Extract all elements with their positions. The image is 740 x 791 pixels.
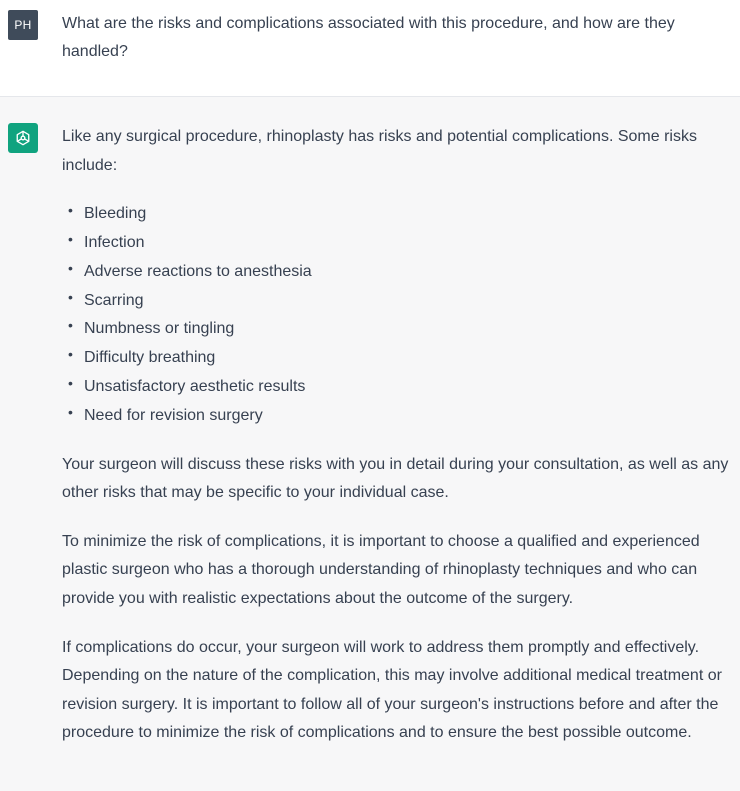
user-message-text: What are the risks and complications associated with this procedure, and how are they handled? xyxy=(62,15,675,60)
assistant-paragraph: If complications do occur, your surgeon will work to address them promptly and effectively. Depending on the nature of the complication, this may involve additional medical treatment or revision surgery. It is important to follow all of your surgeon's instructions before and after the procedure to minimize the risk of complications and to ensure the best possible outcome. xyxy=(62,638,722,742)
bullet-icon: • xyxy=(68,202,73,219)
list-item: • Infection xyxy=(62,229,730,258)
list-item: • Unsatisfactory aesthetic results xyxy=(62,373,730,402)
list-item: • Numbness or tingling xyxy=(62,315,730,344)
list-item: • Adverse reactions to anesthesia xyxy=(62,258,730,287)
list-item: • Bleeding xyxy=(62,200,730,229)
list-item: • Scarring xyxy=(62,287,730,316)
assistant-message-content xyxy=(62,123,730,748)
openai-logo-icon xyxy=(8,123,38,153)
assistant-message xyxy=(0,97,740,791)
user-message xyxy=(0,0,740,97)
bullet-icon: • xyxy=(68,230,73,247)
bullet-icon: • xyxy=(68,288,73,305)
bullet-icon: • xyxy=(68,317,73,334)
bullet-icon: • xyxy=(68,346,73,363)
bullet-icon: • xyxy=(68,259,73,276)
risk-list xyxy=(62,200,730,430)
assistant-intro: Like any surgical procedure, rhinoplasty has risks and potential complications. Some risks include: xyxy=(62,128,697,174)
list-item: • Need for revision surgery xyxy=(62,402,730,431)
assistant-paragraph: Your surgeon will discuss these risks with you in detail during your consultation, as well as any other risks that may be specific to your individual case. xyxy=(62,455,729,502)
list-item: • Difficulty breathing xyxy=(62,344,730,373)
user-avatar: PH xyxy=(8,10,38,40)
bullet-icon: • xyxy=(68,403,73,420)
assistant-paragraph: To minimize the risk of complications, it is important to choose a qualified and experienced plastic surgeon who has a thorough understanding of rhinoplasty techniques and who can provide you with realistic expectations about the outcome of the surgery. xyxy=(62,532,700,607)
bullet-icon: • xyxy=(68,374,73,391)
